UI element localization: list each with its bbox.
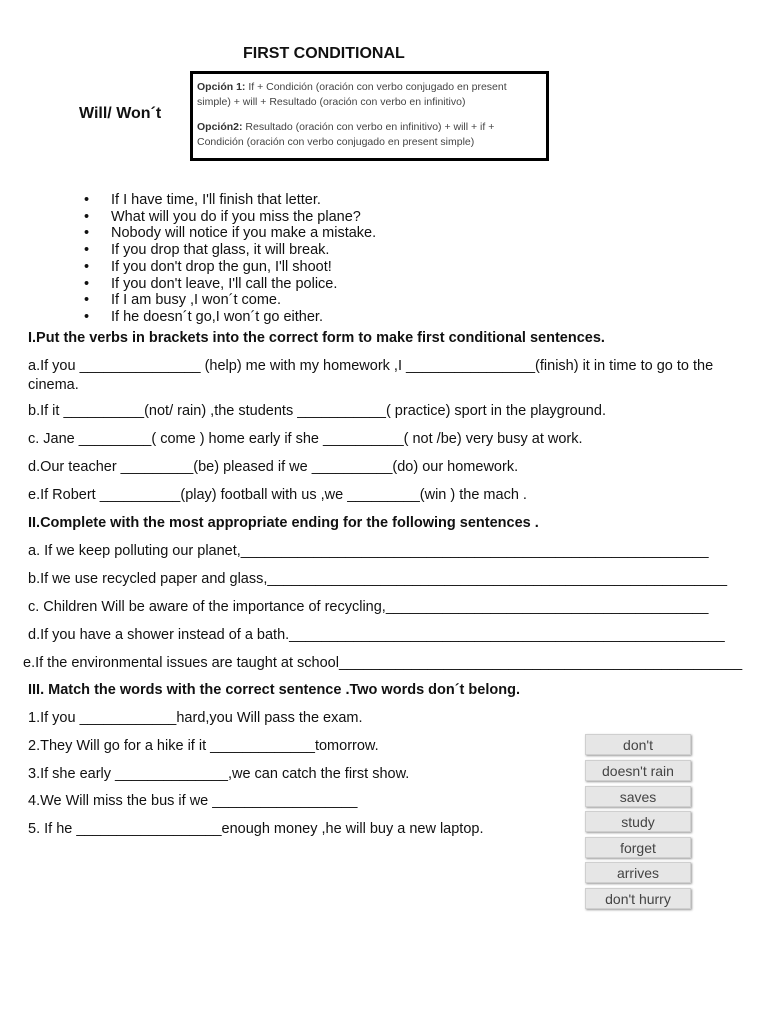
section-3-item-1: 1.If you ____________hard,you Will pass the exam. [28, 710, 363, 726]
option-1-text: If + Condición (oración con verbo conjugado en present simple) + will + Resultado (oración con verbo en infinitivo) [197, 81, 507, 108]
example-item: • If you don't leave, I'll call the police. [84, 276, 376, 293]
section-1-item-a: a.If you _______________ (help) me with my homework ,I ________________(finish) it in time to go to the cinema. [28, 358, 714, 393]
example-item: • If he doesn´t go,I won´t go either. [84, 309, 376, 326]
section-1-heading: I.Put the verbs in brackets into the correct form to make first conditional sentences. [28, 330, 605, 346]
section-2-heading: II.Complete with the most appropriate ending for the following sentences . [28, 515, 539, 531]
section-1-item-b: b.If it __________(not/ rain) ,the students ___________( practice) sport in the playground. [28, 403, 606, 419]
word-bank-study[interactable]: study [585, 811, 691, 832]
section-2-item-b: b.If we use recycled paper and glass,_________________________________________________________ [28, 571, 728, 587]
section-3-item-3: 3.If she early ______________,we can catch the first show. [28, 766, 410, 782]
section-2-item-d: d.If you have a shower instead of a bath.______________________________________________________ [28, 627, 725, 643]
option-2-text: Resultado (oración con verbo en infinitivo) + will + if + Condición (oración con verbo conjugado en present simple) [197, 121, 495, 148]
example-item: • If you drop that glass, it will break. [84, 242, 376, 259]
examples-list [84, 192, 376, 326]
section-3-item-2: 2.They Will go for a hike if it _____________tomorrow. [28, 738, 379, 754]
word-bank-doesnt-rain[interactable]: doesn't rain [585, 760, 691, 781]
word-bank-dont-hurry[interactable]: don't hurry [585, 888, 691, 909]
page-title: FIRST CONDITIONAL [243, 45, 405, 62]
word-bank-dont[interactable]: don't [585, 734, 691, 755]
option-2 [197, 120, 542, 150]
word-bank-saves[interactable]: saves [585, 786, 691, 807]
page-subtitle: Will/ Won´t [79, 105, 162, 122]
section-2-item-c: c. Children Will be aware of the importance of recycling,________________________________________ [28, 599, 709, 615]
word-bank-forget[interactable]: forget [585, 837, 691, 858]
section-1-item-d: d.Our teacher _________(be) pleased if we __________(do) our homework. [28, 459, 519, 475]
grammar-rule-box [190, 71, 549, 161]
example-item: • Nobody will notice if you make a mistake. [84, 225, 376, 242]
section-3-item-5: 5. If he __________________enough money ,he will buy a new laptop. [28, 821, 484, 837]
section-1-item-c: c. Jane _________( come ) home early if she __________( not /be) very busy at work. [28, 431, 583, 447]
option-2-label: Opción2: [197, 121, 243, 133]
example-item: • If I am busy ,I won´t come. [84, 292, 376, 309]
section-2-item-a: a. If we keep polluting our planet,__________________________________________________________ [28, 543, 709, 559]
option-1-label: Opción 1: [197, 81, 246, 93]
option-1 [197, 80, 542, 110]
word-bank-arrives[interactable]: arrives [585, 862, 691, 883]
example-item: • If I have time, I'll finish that letter. [84, 192, 376, 209]
section-3-heading: III. Match the words with the correct sentence .Two words don´t belong. [28, 682, 520, 698]
section-1-item-e: e.If Robert __________(play) football with us ,we _________(win ) the mach . [28, 487, 527, 503]
section-2-item-e: e.If the environmental issues are taught at school__________________________________________________ [23, 655, 743, 671]
example-item: • What will you do if you miss the plane? [84, 209, 376, 226]
section-3-item-4: 4.We Will miss the bus if we __________________ [28, 793, 358, 809]
example-item: • If you don't drop the gun, I'll shoot! [84, 259, 376, 276]
